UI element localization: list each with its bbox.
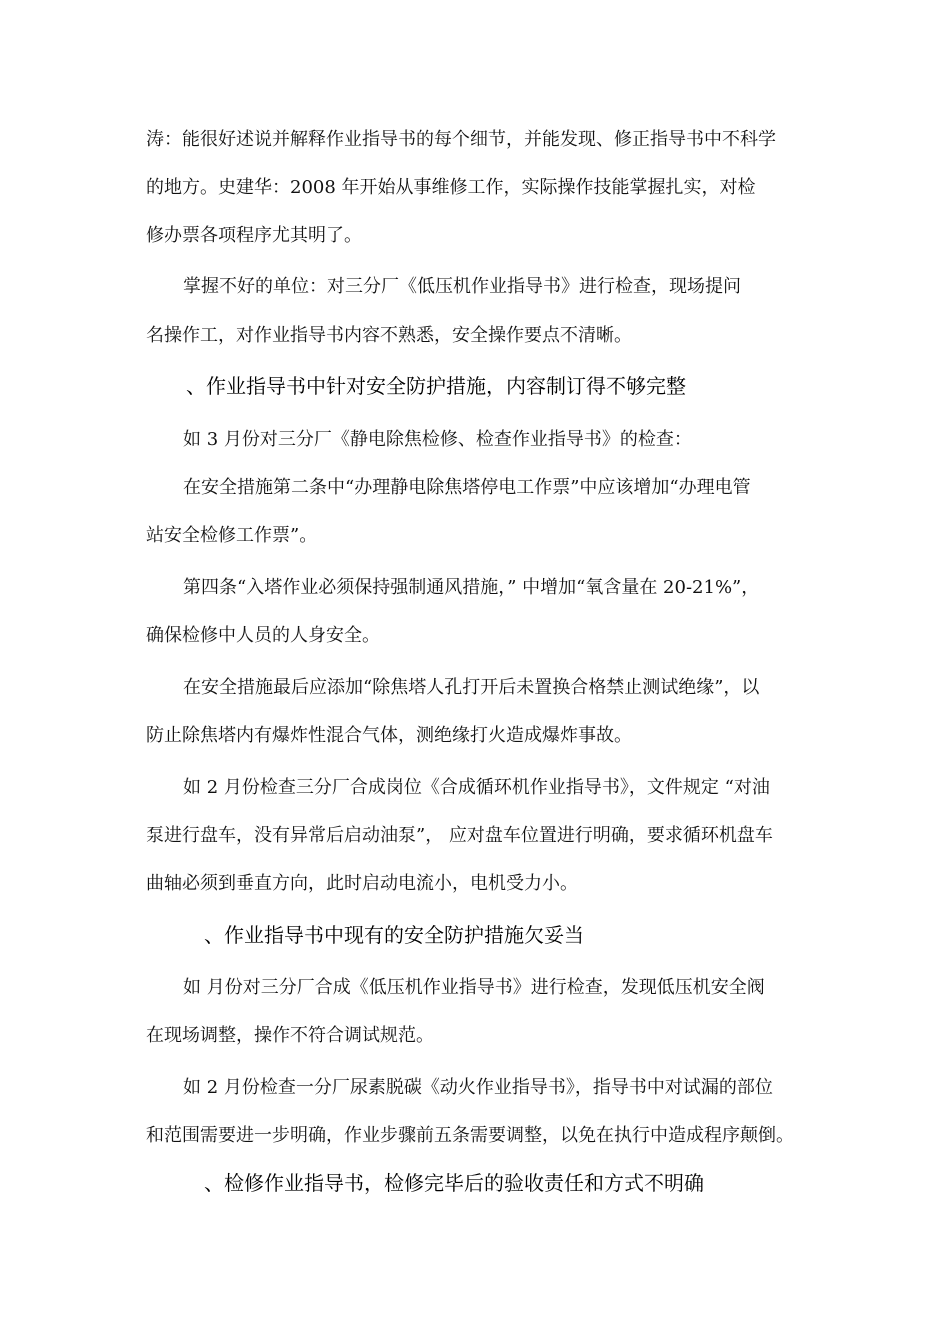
paragraph-line: 泵进行盘车，没有异常后启动油泵”， 应对盘车位置进行明确，要求循环机盘车 xyxy=(146,825,773,846)
section-heading: 、检修作业指导书，检修完毕后的验收责任和方式不明确 xyxy=(204,1171,704,1195)
paragraph-line: 名操作工，对作业指导书内容不熟悉，安全操作要点不清晰。 xyxy=(146,325,632,346)
paragraph-line: 曲轴必须到垂直方向，此时启动电流小，电机受力小。 xyxy=(146,873,578,894)
paragraph-line: 在现场调整，操作不符合调试规范。 xyxy=(146,1025,434,1046)
paragraph-line: 修办票各项程序尤其明了。 xyxy=(146,225,362,246)
paragraph-line: 涛：能很好述说并解释作业指导书的每个细节，并能发现、修正指导书中不科学 xyxy=(146,129,776,150)
paragraph-line: 如 2 月份检查一分厂尿素脱碳《动火作业指导书》，指导书中对试漏的部位 xyxy=(183,1077,773,1098)
paragraph-line: 如 3 月份对三分厂《静电除焦检修、检查作业指导书》的检查： xyxy=(183,429,692,450)
paragraph-line: 的地方。史建华：2008 年开始从事维修工作，实际操作技能掌握扎实，对检 xyxy=(146,177,756,198)
paragraph-line: 如 月份对三分厂合成《低压机作业指导书》进行检查，发现低压机安全阀 xyxy=(183,977,765,998)
section-heading: 、作业指导书中现有的安全防护措施欠妥当 xyxy=(204,923,584,947)
paragraph-line: 在安全措施最后应添加“除焦塔人孔打开后未置换合格禁止测试绝缘”，以 xyxy=(183,677,760,698)
paragraph-line: 防止除焦塔内有爆炸性混合气体，测绝缘打火造成爆炸事故。 xyxy=(146,725,632,746)
paragraph-line: 第四条“入塔作业必须保持强制通风措施，” 中增加“氧含量在 20-21%”， xyxy=(183,577,760,598)
section-heading: 、作业指导书中针对安全防护措施，内容制订得不够完整 xyxy=(186,374,686,398)
paragraph-line: 确保检修中人员的人身安全。 xyxy=(146,625,380,646)
paragraph-line: 如 2 月份检查三分厂合成岗位《合成循环机作业指导书》，文件规定 “对油 xyxy=(183,777,770,798)
paragraph-line: 站安全检修工作票”。 xyxy=(146,525,318,546)
paragraph-line: 掌握不好的单位：对三分厂《低压机作业指导书》进行检查，现场提问 xyxy=(183,276,741,297)
paragraph-line: 在安全措施第二条中“办理静电除焦塔停电工作票”中应该增加“办理电管 xyxy=(183,477,751,498)
paragraph-line: 和范围需要进一步明确，作业步骤前五条需要调整，以免在执行中造成程序颠倒。 xyxy=(146,1125,794,1146)
